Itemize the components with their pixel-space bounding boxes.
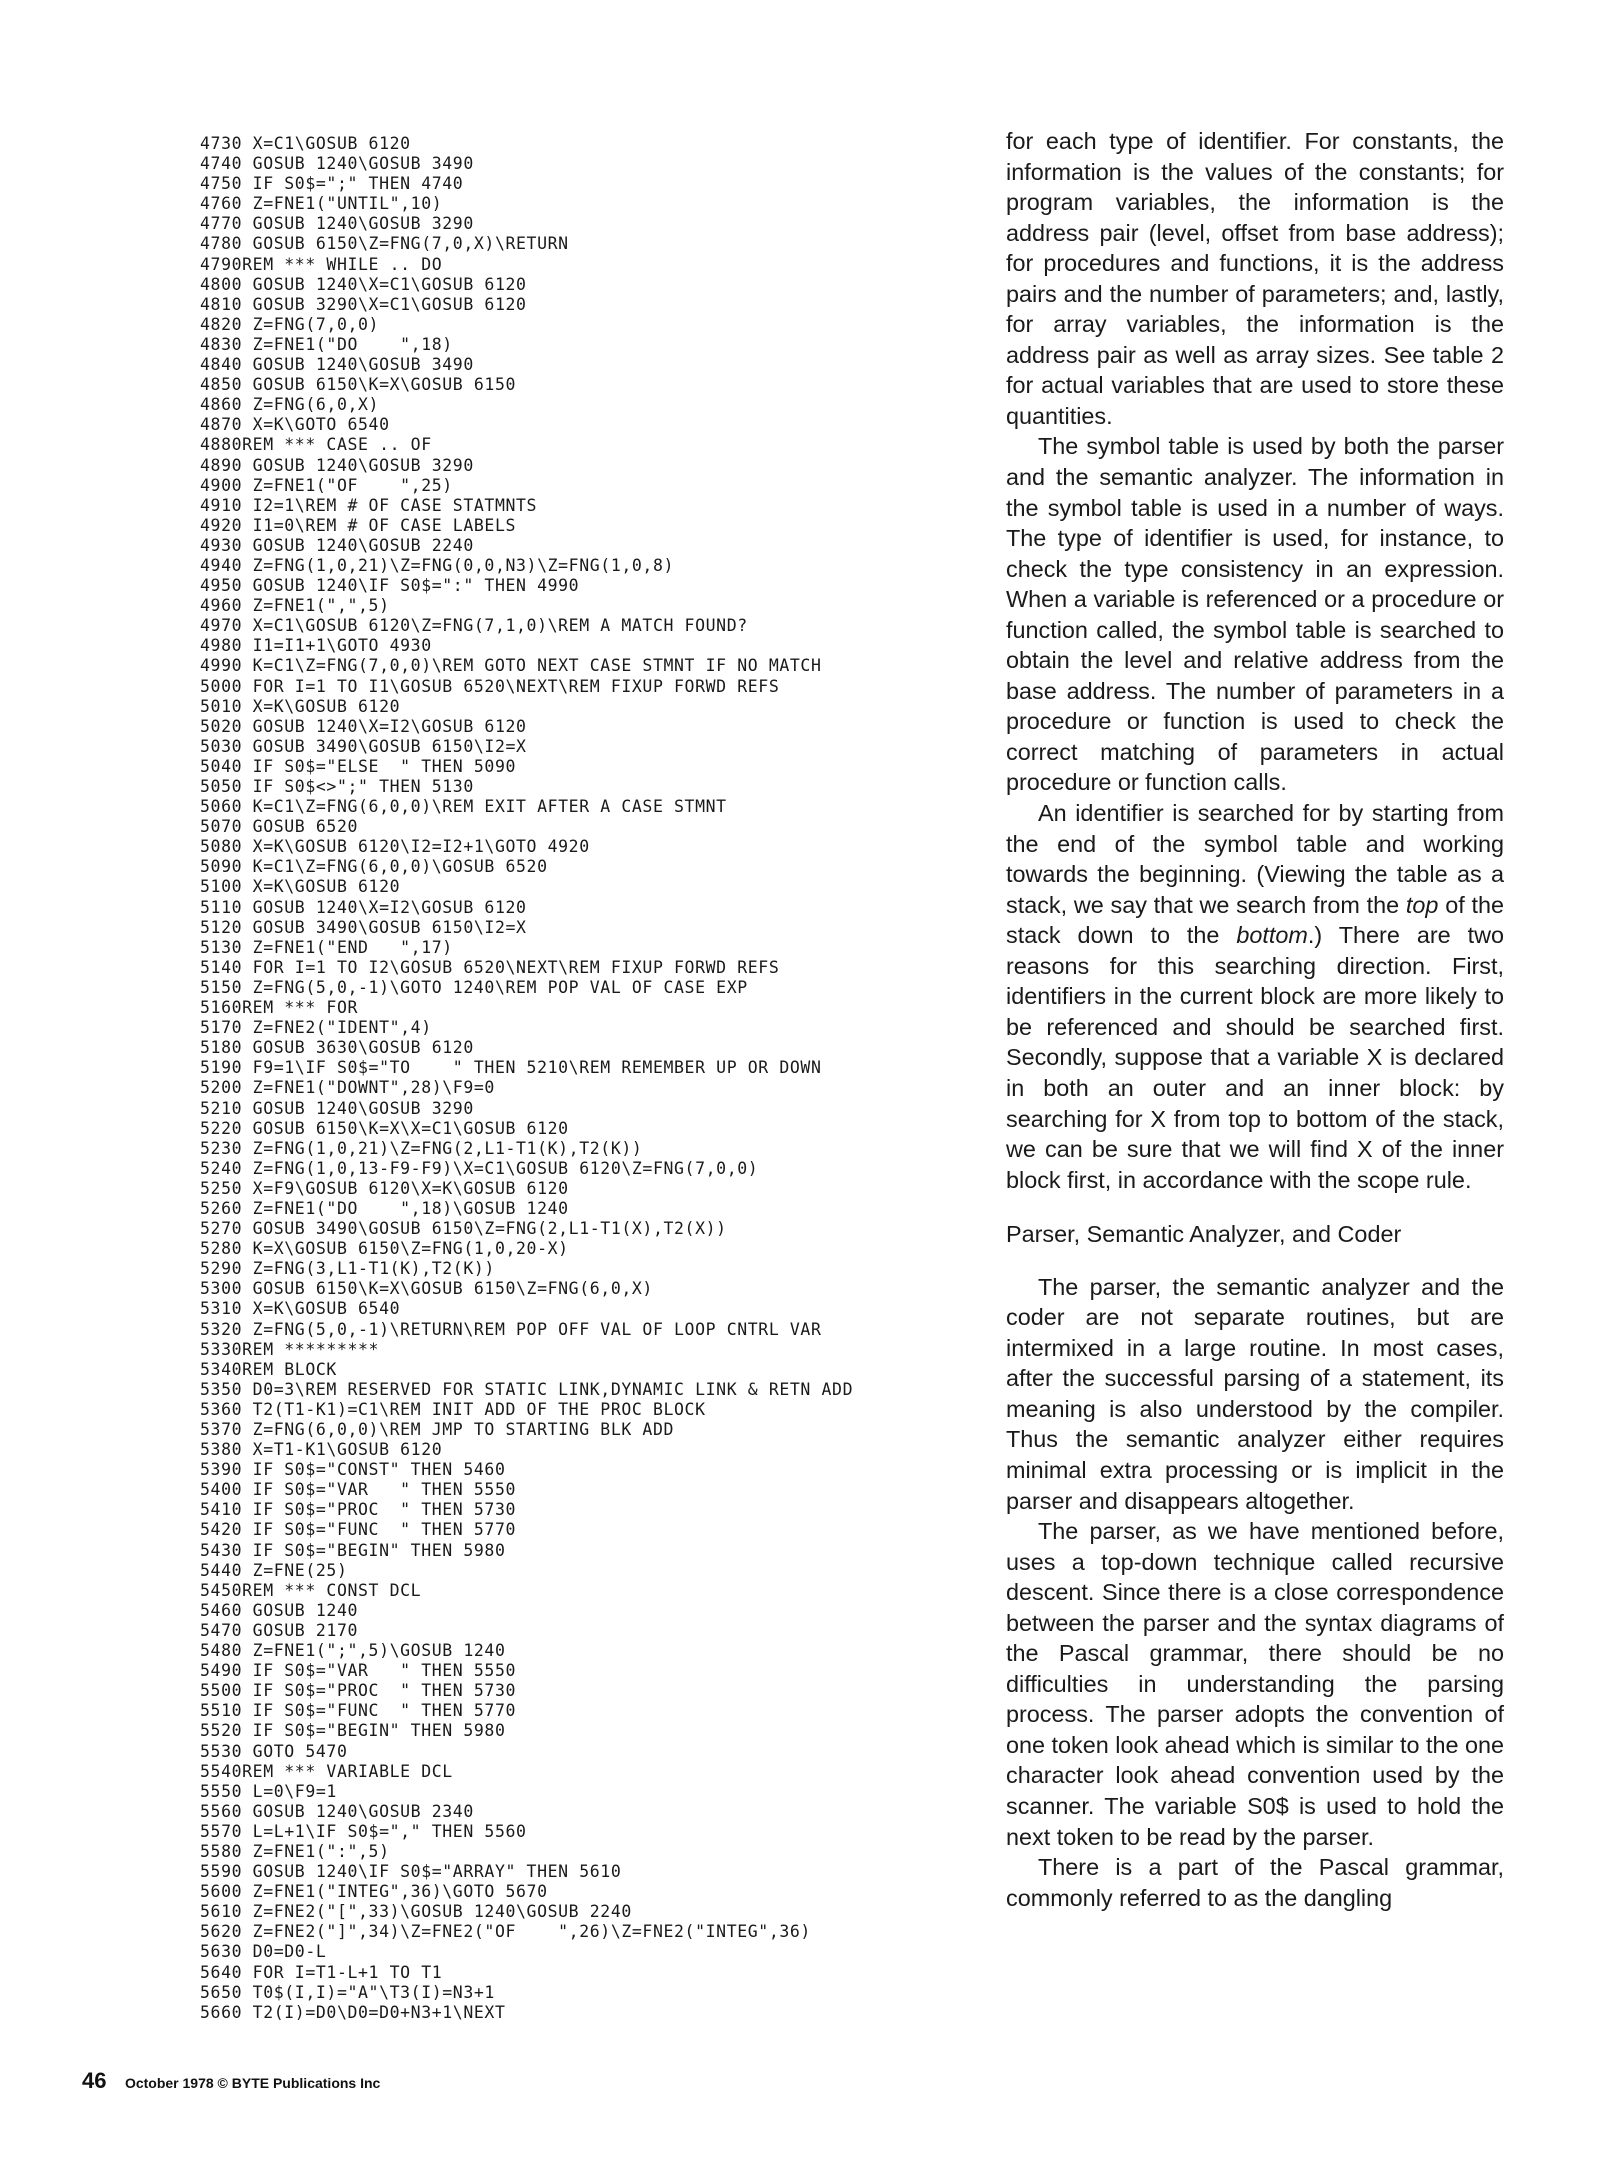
code-line: 4910 I2=1\REM # OF CASE STATMNTS bbox=[200, 495, 538, 515]
code-line: 4810 GOSUB 3290\X=C1\GOSUB 6120 bbox=[200, 294, 527, 314]
code-line: 4800 GOSUB 1240\X=C1\GOSUB 6120 bbox=[200, 274, 527, 294]
code-line: 5500 IF S0$="PROC " THEN 5730 bbox=[200, 1681, 517, 1701]
code-line: 5070 GOSUB 6520 bbox=[200, 817, 359, 837]
code-line: 5640 FOR I=T1-L+1 TO T1 bbox=[200, 1962, 443, 1982]
code-line: 4930 GOSUB 1240\GOSUB 2240 bbox=[200, 535, 474, 555]
code-line: 4940 Z=FNG(1,0,21)\Z=FNG(0,0,N3)\Z=FNG(1,0,8) bbox=[200, 555, 675, 575]
code-line: 4900 Z=FNE1("OF ",25) bbox=[200, 475, 453, 495]
code-line: 5560 GOSUB 1240\GOSUB 2340 bbox=[200, 1801, 474, 1821]
code-line: 5230 Z=FNG(1,0,21)\Z=FNG(2,L1-T1(K),T2(K)) bbox=[200, 1138, 643, 1158]
code-line: 5310 X=K\GOSUB 6540 bbox=[200, 1299, 401, 1319]
code-line: 5020 GOSUB 1240\X=I2\GOSUB 6120 bbox=[200, 716, 527, 736]
code-line: 5030 GOSUB 3490\GOSUB 6150\I2=X bbox=[200, 736, 527, 756]
code-line: 5380 X=T1-K1\GOSUB 6120 bbox=[200, 1440, 443, 1460]
code-line: 4730 X=C1\GOSUB 6120 bbox=[200, 134, 411, 153]
publication-note: October 1978 © BYTE Publications Inc bbox=[124, 2075, 381, 2091]
code-line: 5140 FOR I=1 TO I2\GOSUB 6520\NEXT\REM FIXUP FORWD REFS bbox=[200, 957, 780, 977]
code-line: 5260 Z=FNE1("DO ",18)\GOSUB 1240 bbox=[200, 1198, 569, 1218]
code-line: 5490 IF S0$="VAR " THEN 5550 bbox=[200, 1661, 517, 1681]
code-line: 4880REM *** CASE .. OF bbox=[200, 435, 432, 455]
code-line: 5090 K=C1\Z=FNG(6,0,0)\GOSUB 6520 bbox=[200, 857, 548, 877]
code-line: 5590 GOSUB 1240\IF S0$="ARRAY" THEN 5610 bbox=[200, 1862, 622, 1882]
code-line: 5580 Z=FNE1(":",5) bbox=[200, 1841, 390, 1861]
code-line: 5330REM ********* bbox=[200, 1339, 380, 1359]
code-line: 4820 Z=FNG(7,0,0) bbox=[200, 314, 380, 334]
code-line: 5130 Z=FNE1("END ",17) bbox=[200, 937, 453, 957]
code-line: 5210 GOSUB 1240\GOSUB 3290 bbox=[200, 1098, 474, 1118]
code-line: 5470 GOSUB 2170 bbox=[200, 1620, 359, 1640]
code-line: 5620 Z=FNE2("]",34)\Z=FNE2("OF ",26)\Z=FNE2("INTEG",36) bbox=[200, 1922, 811, 1942]
code-line: 4830 Z=FNE1("DO ",18) bbox=[200, 334, 453, 354]
code-line: 4780 GOSUB 6150\Z=FNG(7,0,X)\RETURN bbox=[200, 234, 569, 254]
code-line: 5010 X=K\GOSUB 6120 bbox=[200, 696, 401, 716]
code-line: 5300 GOSUB 6150\K=X\GOSUB 6150\Z=FNG(6,0,X) bbox=[200, 1279, 653, 1299]
paragraph-recursive-descent: The parser, as we have mentioned before, uses a top-down technique called recursive descent. Since there is a close correspondence between the parser and the syntax diagrams of the Pascal grammar, there should be no difficulties in understanding the parsing process. The parser adopts the convention of one token look ahead which is similar to the one character look ahead convention used by the scanner. The variable S0$ is used to hold the next token to be read by the parser. bbox=[1006, 1518, 1504, 1850]
code-line: 5460 GOSUB 1240 bbox=[200, 1600, 359, 1620]
code-line: 5480 Z=FNE1(";",5)\GOSUB 1240 bbox=[200, 1641, 506, 1661]
code-line: 4950 GOSUB 1240\IF S0$=":" THEN 4990 bbox=[200, 576, 580, 596]
page-footer bbox=[82, 2068, 380, 2094]
code-line: 5170 Z=FNE2("IDENT",4) bbox=[200, 1018, 432, 1038]
code-line: 4960 Z=FNE1(",",5) bbox=[200, 596, 390, 616]
emphasis-top: top bbox=[1405, 891, 1439, 918]
code-line: 5430 IF S0$="BEGIN" THEN 5980 bbox=[200, 1540, 506, 1560]
code-line: 5370 Z=FNG(6,0,0)\REM JMP TO STARTING BLK ADD bbox=[200, 1420, 675, 1439]
paragraph-symbol-info: for each type of identifier. For constants, the information is the values of the constants; for program variables, the information is the address pair (level, offset from base address); for procedures and functions, it is the address pairs and the number of parameters; and, lastly, for array variables, the information is the address pair as well as array sizes. See table 2 for actual variables that are used to store these quantities. bbox=[1006, 128, 1504, 429]
code-line: 4870 X=K\GOTO 6540 bbox=[200, 415, 390, 435]
code-line: 5550 L=0\F9=1 bbox=[200, 1781, 337, 1801]
code-line: 5660 T2(I)=D0\D0=D0+N3+1\NEXT bbox=[200, 2002, 506, 2022]
code-line: 4750 IF S0$=";" THEN 4740 bbox=[200, 174, 464, 194]
para3-text-c: .) There are two reasons for this searching direction. First, identifiers in the current block are more likely to be referenced and should be searched first. Secondly, suppose that a variable X is declared in both an outer and an inner block: by searching for X from top to bottom of the stack, we can be sure that we will find X of the inner block first, in accordance with the scope rule. bbox=[1006, 922, 1504, 1193]
code-line: 5050 IF S0$<>";" THEN 5130 bbox=[200, 777, 474, 796]
code-line: 5440 Z=FNE(25) bbox=[200, 1560, 348, 1580]
code-line: 5650 T0$(I,I)="A"\T3(I)=N3+1 bbox=[200, 1982, 495, 2002]
code-line: 4840 GOSUB 1240\GOSUB 3490 bbox=[200, 355, 474, 375]
code-line: 5190 F9=1\IF S0$="TO " THEN 5210\REM REMEMBER UP OR DOWN bbox=[200, 1058, 822, 1078]
code-line: 5630 D0=D0-L bbox=[200, 1942, 327, 1962]
code-line: 5450REM *** CONST DCL bbox=[200, 1580, 422, 1600]
code-line: 5390 IF S0$="CONST" THEN 5460 bbox=[200, 1460, 506, 1480]
code-line: 5570 L=L+1\IF S0$="," THEN 5560 bbox=[200, 1821, 527, 1841]
paragraph-search-direction bbox=[1006, 798, 1504, 1195]
code-line: 4850 GOSUB 6150\K=X\GOSUB 6150 bbox=[200, 375, 517, 395]
paragraph-symbol-table-use: The symbol table is used by both the parser and the semantic analyzer. The information in the symbol table is used in a number of ways. The type of identifier is used, for instance, to check the type consistency in an expression. When a variable is referenced or a procedure or function called, the symbol table is searched to obtain the level and relative address from the base address. The number of parameters in a procedure or function is used to check the correct matching of parameters in actual procedure or function calls. bbox=[1006, 433, 1504, 796]
article-text-column bbox=[1006, 126, 1504, 1913]
code-line: 4740 GOSUB 1240\GOSUB 3490 bbox=[200, 154, 474, 174]
paragraph-dangling: There is a part of the Pascal grammar, commonly referred to as the dangling bbox=[1006, 1854, 1504, 1911]
code-line: 5280 K=X\GOSUB 6150\Z=FNG(1,0,20-X) bbox=[200, 1239, 569, 1259]
code-line: 5600 Z=FNE1("INTEG",36)\GOTO 5670 bbox=[200, 1882, 548, 1902]
code-line: 5160REM *** FOR bbox=[200, 998, 359, 1018]
code-line: 5150 Z=FNG(5,0,-1)\GOTO 1240\REM POP VAL OF CASE EXP bbox=[200, 977, 748, 997]
code-line: 5180 GOSUB 3630\GOSUB 6120 bbox=[200, 1038, 474, 1058]
code-line: 5200 Z=FNE1("DOWNT",28)\F9=0 bbox=[200, 1078, 495, 1098]
code-line: 5410 IF S0$="PROC " THEN 5730 bbox=[200, 1500, 517, 1520]
code-line: 5350 D0=3\REM RESERVED FOR STATIC LINK,DYNAMIC LINK & RETN ADD bbox=[200, 1379, 854, 1399]
code-line: 5610 Z=FNE2("[",33)\GOSUB 1240\GOSUB 2240 bbox=[200, 1902, 632, 1922]
code-line: 5000 FOR I=1 TO I1\GOSUB 6520\NEXT\REM FIXUP FORWD REFS bbox=[200, 676, 780, 696]
code-line: 4790REM *** WHILE .. DO bbox=[200, 254, 443, 274]
code-line: 5110 GOSUB 1240\X=I2\GOSUB 6120 bbox=[200, 897, 527, 917]
code-line: 5060 K=C1\Z=FNG(6,0,0)\REM EXIT AFTER A CASE STMNT bbox=[200, 797, 727, 817]
basic-code-listing bbox=[200, 134, 980, 2023]
code-line: 4860 Z=FNG(6,0,X) bbox=[200, 395, 380, 415]
section-heading: Parser, Semantic Analyzer, and Coder bbox=[1006, 1221, 1402, 1248]
code-line: 5420 IF S0$="FUNC " THEN 5770 bbox=[200, 1520, 517, 1540]
code-line: 5120 GOSUB 3490\GOSUB 6150\I2=X bbox=[200, 917, 527, 937]
code-line: 5530 GOTO 5470 bbox=[200, 1741, 348, 1761]
code-line: 5320 Z=FNG(5,0,-1)\RETURN\REM POP OFF VAL OF LOOP CNTRL VAR bbox=[200, 1319, 822, 1339]
code-line: 5510 IF S0$="FUNC " THEN 5770 bbox=[200, 1701, 517, 1721]
code-line: 4970 X=C1\GOSUB 6120\Z=FNG(7,1,0)\REM A MATCH FOUND? bbox=[200, 616, 748, 636]
code-line: 5040 IF S0$="ELSE " THEN 5090 bbox=[200, 756, 517, 776]
code-line: 5520 IF S0$="BEGIN" THEN 5980 bbox=[200, 1721, 506, 1741]
code-line: 5250 X=F9\GOSUB 6120\X=K\GOSUB 6120 bbox=[200, 1178, 569, 1198]
code-line: 5540REM *** VARIABLE DCL bbox=[200, 1761, 453, 1781]
code-line: 5080 X=K\GOSUB 6120\I2=I2+1\GOTO 4920 bbox=[200, 837, 590, 857]
paragraph-parser-intro: The parser, the semantic analyzer and the coder are not separate routines, but are intermixed in a large routine. In most cases, after the successful parsing of a statement, its meaning is also understood by the compiler. Thus the semantic analyzer either requires minimal extra processing or is implicit in the parser and disappears altogether. bbox=[1006, 1273, 1504, 1514]
code-line: 5360 T2(T1-K1)=C1\REM INIT ADD OF THE PROC BLOCK bbox=[200, 1399, 706, 1419]
para3-text-b: of the stack down to the bbox=[1006, 891, 1504, 949]
page-number: 46 bbox=[82, 2068, 107, 2093]
code-line: 4990 K=C1\Z=FNG(7,0,0)\REM GOTO NEXT CASE STMNT IF NO MATCH bbox=[200, 656, 822, 676]
code-line: 5400 IF S0$="VAR " THEN 5550 bbox=[200, 1480, 517, 1500]
code-line: 4770 GOSUB 1240\GOSUB 3290 bbox=[200, 214, 474, 234]
code-line: 5100 X=K\GOSUB 6120 bbox=[200, 877, 401, 897]
code-line: 4890 GOSUB 1240\GOSUB 3290 bbox=[200, 455, 474, 475]
code-line: 5270 GOSUB 3490\GOSUB 6150\Z=FNG(2,L1-T1(X),T2(X)) bbox=[200, 1219, 727, 1239]
code-line: 4980 I1=I1+1\GOTO 4930 bbox=[200, 636, 432, 656]
code-line: 5220 GOSUB 6150\K=X\X=C1\GOSUB 6120 bbox=[200, 1118, 569, 1138]
code-line: 5290 Z=FNG(3,L1-T1(K),T2(K)) bbox=[200, 1259, 495, 1279]
code-line: 4920 I1=0\REM # OF CASE LABELS bbox=[200, 515, 517, 535]
code-line: 5340REM BLOCK bbox=[200, 1359, 337, 1379]
emphasis-bottom: bottom bbox=[1236, 922, 1308, 949]
code-line: 5240 Z=FNG(1,0,13-F9-F9)\X=C1\GOSUB 6120\Z=FNG(7,0,0) bbox=[200, 1158, 759, 1178]
code-line: 4760 Z=FNE1("UNTIL",10) bbox=[200, 194, 443, 214]
para3-text-a: An identifier is searched for by starting from the end of the symbol table and working towards the beginning. (Viewing the table as a stack, we say that we search from the bbox=[1006, 800, 1504, 918]
